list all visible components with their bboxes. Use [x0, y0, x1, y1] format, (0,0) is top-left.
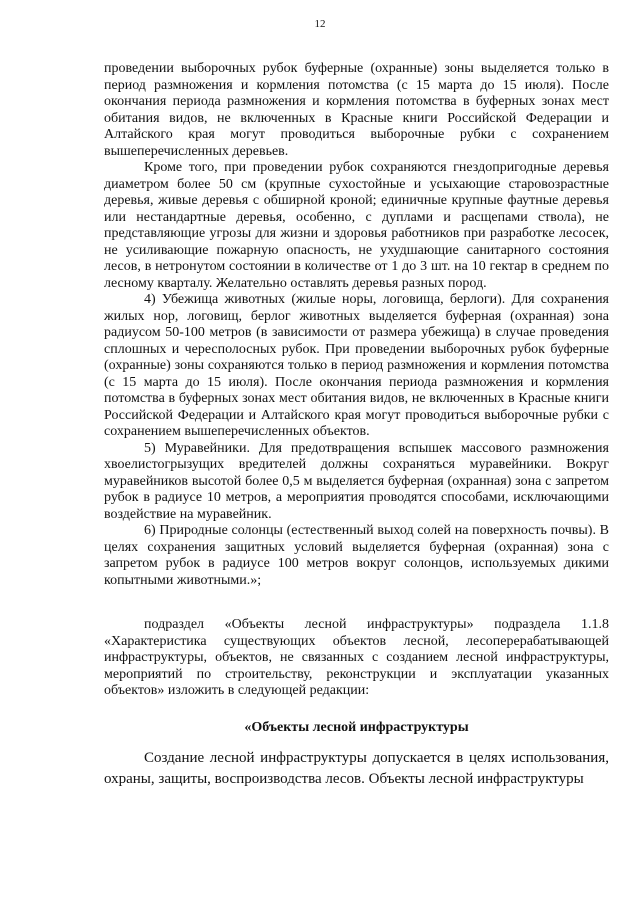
paragraph-animal-shelters: 4) Убежища животных (жилые норы, логовища, берлоги). Для сохранения жилых нор, логовищ, берлог животных выделяется буферная (охранная) зона радиусом 50-100 метров (в зависимости от размера убежища) в случае проведения сплошных и чересполосных рубок. При проведении выборочных рубок буферные (охранные) зоны сохраняются только в период размножения и кормления потомства (с 15 марта до 15 июля). После окончания периода размножения и кормления потомства в буферных зонах мест обитания видов, не включенных в Красные книги Российской Федерации и Алтайского края могут проводиться выборочные рубки с сохранением вышеперечисленных объектов. [104, 292, 609, 439]
section-gap [104, 589, 609, 617]
document-body [104, 61, 609, 790]
paragraph-buffer-zones: проведении выборочных рубок буферные (охранные) зоны выделяется только в период размножения и кормления потомства (с 15 марта до 15 июля). После окончания периода размножения и кормления потомства в буферных зонах мест обитания видов, не включенных в Красные книги Российской Федерации и Алтайского края могут проводиться выборочные рубки с сохранением вышеперечисленных деревьев. [104, 61, 609, 159]
paragraph-salt-licks: 6) Природные солонцы (естественный выход солей на поверхность почвы). В целях сохранения защитных условий выделяется буферная (охранная) зона с запретом рубок в радиусе 100 метров вокруг солонцов, используемых дикими копытными животными.»; [104, 523, 609, 588]
page-number: 12 [314, 18, 326, 30]
paragraph-anthills: 5) Муравейники. Для предотвращения вспышек массового размножения хвоелистогрызущих вредителей должны сохраняться муравейники. Вокруг муравейников высотой более 0,5 м выделяется буферная (охранная) зона с запретом рубок в радиусе 10 метров, а мероприятия проводятся способами, исключающими воздействие на муравейник. [104, 440, 609, 522]
paragraph-infrastructure: Создание лесной инфраструктуры допускается в целях использования, охраны, защиты, воспроизводства лесов. Объекты лесной инфраструктуры [104, 750, 609, 787]
section-heading: «Объекты лесной инфраструктуры [244, 719, 469, 735]
paragraph-nesting-trees: Кроме того, при проведении рубок сохраняются гнездопригодные деревья диаметром более 50 см (крупные сухостойные и усыхающие старовозрастные деревья, живые деревья с обширной кроной; единичные крупные фаутные деревья или нестандартные деревья, особенно, с дуплами и расщепами ствола), не представляющие угрозы для жизни и здоровья работников при разработке лесосек, не усиливающие пожарную опасность, не ухудшающие санитарного состояния лесов, в нетронутом состоянии в количестве от 1 до 3 шт. на 10 гектар в среднем по лесному кварталу. Желательно оставлять деревья разных пород. [104, 160, 609, 291]
paragraph-subsection-amendment: подраздел «Объекты лесной инфраструктуры» подраздела 1.1.8 «Характеристика существующих объектов лесной, лесоперерабатывающей инфраструктуры, объектов, не связанных с созданием лесной инфраструктуры, мероприятий по строительству, реконструкции и эксплуатации указанных объектов» изложить в следующей редакции: [104, 617, 609, 698]
